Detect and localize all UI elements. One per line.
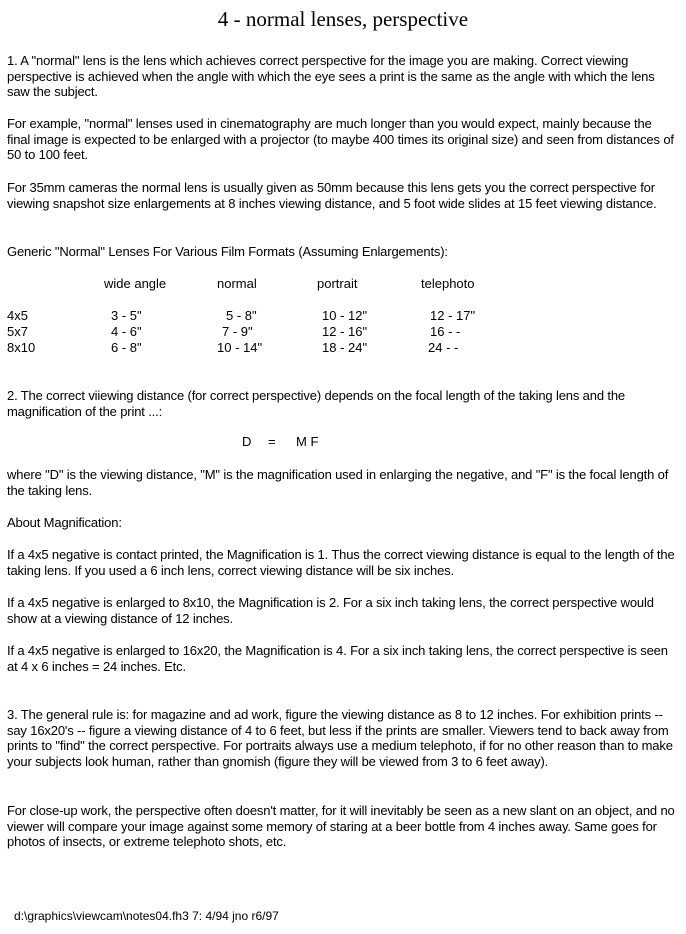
paragraph-35mm-normal-lens: For 35mm cameras the normal lens is usually given as 50mm because this lens gets you the correct perspective for viewing snapshot size enlargements at 8 inches viewing distance, and 5 foot wide slides at 15 feet viewing distance.	[7, 180, 657, 211]
paragraph-formula-definitions: where "D" is the viewing distance, "M" is the magnification used in enlarging the negative, and "F" is the focal length of the taking lens.	[7, 467, 669, 498]
table-cell: 4 - 6"	[111, 324, 142, 339]
table-cell: 18 - 24"	[322, 340, 368, 355]
paragraph-general-rule: 3. The general rule is: for magazine and ad work, figure the viewing distance as 8 to 12 inches. For exhibition prints -- say 16x20's -- figure a viewing distance of 4 to 6 feet, but less if the prints are smaller. Viewers tend to back away from prints to "find" the correct perspective. For portraits always use a medium telephoto, if for no other reason than to make your subjects look human, rather than gnomish (figure they will be viewed from 3 to 6 feet away).	[7, 707, 673, 769]
paragraph-viewing-distance: 2. The correct viiewing distance (for correct perspective) depends on the focal length of the taking lens and the magnification of the print ...:	[7, 388, 626, 419]
paragraph-normal-lens-definition: 1. A "normal" lens is the lens which achieves correct perspective for the image you are making. Correct viewing perspective is achieved when the angle with which the eye sees a print is the same as the angle with which the lens saw the subject.	[7, 53, 655, 100]
formula-lhs: D	[242, 434, 252, 449]
table-row-format: 8x10	[7, 340, 36, 355]
table-cell: 3 - 5"	[111, 308, 142, 323]
paragraph-contact-print: If a 4x5 negative is contact printed, the Magnification is 1. Thus the correct viewing distance is equal to the length of the taking lens. If you used a 6 inch lens, correct viewing distance will be six inches.	[7, 547, 675, 578]
formula-equals: =	[268, 434, 276, 449]
table-row-format: 4x5	[7, 308, 28, 323]
table-header-telephoto: telephoto	[421, 276, 475, 291]
paragraph-close-up-work: For close-up work, the perspective often doesn't matter, for it will inevitably be seen as a new slant on an object, and no viewer will compare your image against some memory of staring at a beer bottle from 4 inches away. Same goes for photos of insects, or extreme telephoto shots, etc.	[7, 803, 675, 850]
table-cell: 12 - 17"	[430, 308, 476, 323]
page-title: 4 - normal lenses, perspective	[217, 7, 469, 31]
table-cell: 7 - 9"	[222, 324, 253, 339]
magnification-heading: About Magnification:	[7, 515, 122, 530]
file-path-footer: d:\graphics\viewcam\notes04.fh3 7: 4/94 jno r6/97	[14, 909, 279, 923]
table-row-format: 5x7	[7, 324, 28, 339]
table-header-wide-angle: wide angle	[104, 276, 167, 291]
table-cell: 24 - -	[428, 340, 459, 355]
table-cell: 6 - 8"	[111, 340, 142, 355]
table-cell: 5 - 8"	[226, 308, 257, 323]
table-cell: 16 - -	[430, 324, 461, 339]
table-header-portrait: portrait	[317, 276, 358, 291]
table-cell: 12 - 16"	[322, 324, 368, 339]
formula-rhs: M F	[296, 434, 319, 449]
table-cell: 10 - 12"	[322, 308, 368, 323]
paragraph-8x10-enlargement: If a 4x5 negative is enlarged to 8x10, the Magnification is 2. For a six inch taking lens, the correct perspective would show at a viewing distance of 12 inches.	[7, 595, 654, 626]
table-caption: Generic "Normal" Lenses For Various Film Formats (Assuming Enlargements):	[7, 244, 448, 259]
paragraph-cinematography-example: For example, "normal" lenses used in cinematography are much longer than you would expect, mainly because the final image is expected to be enlarged with a projector (to maybe 400 times its original size) and seen from distances of 50 to 100 feet.	[7, 116, 674, 163]
paragraph-16x20-enlargement: If a 4x5 negative is enlarged to 16x20, the Magnification is 4. For a six inch taking lens, the correct perspective is seen at 4 x 6 inches = 24 inches. Etc.	[7, 643, 668, 674]
table-header-normal: normal	[217, 276, 257, 291]
table-cell: 10 - 14"	[217, 340, 263, 355]
